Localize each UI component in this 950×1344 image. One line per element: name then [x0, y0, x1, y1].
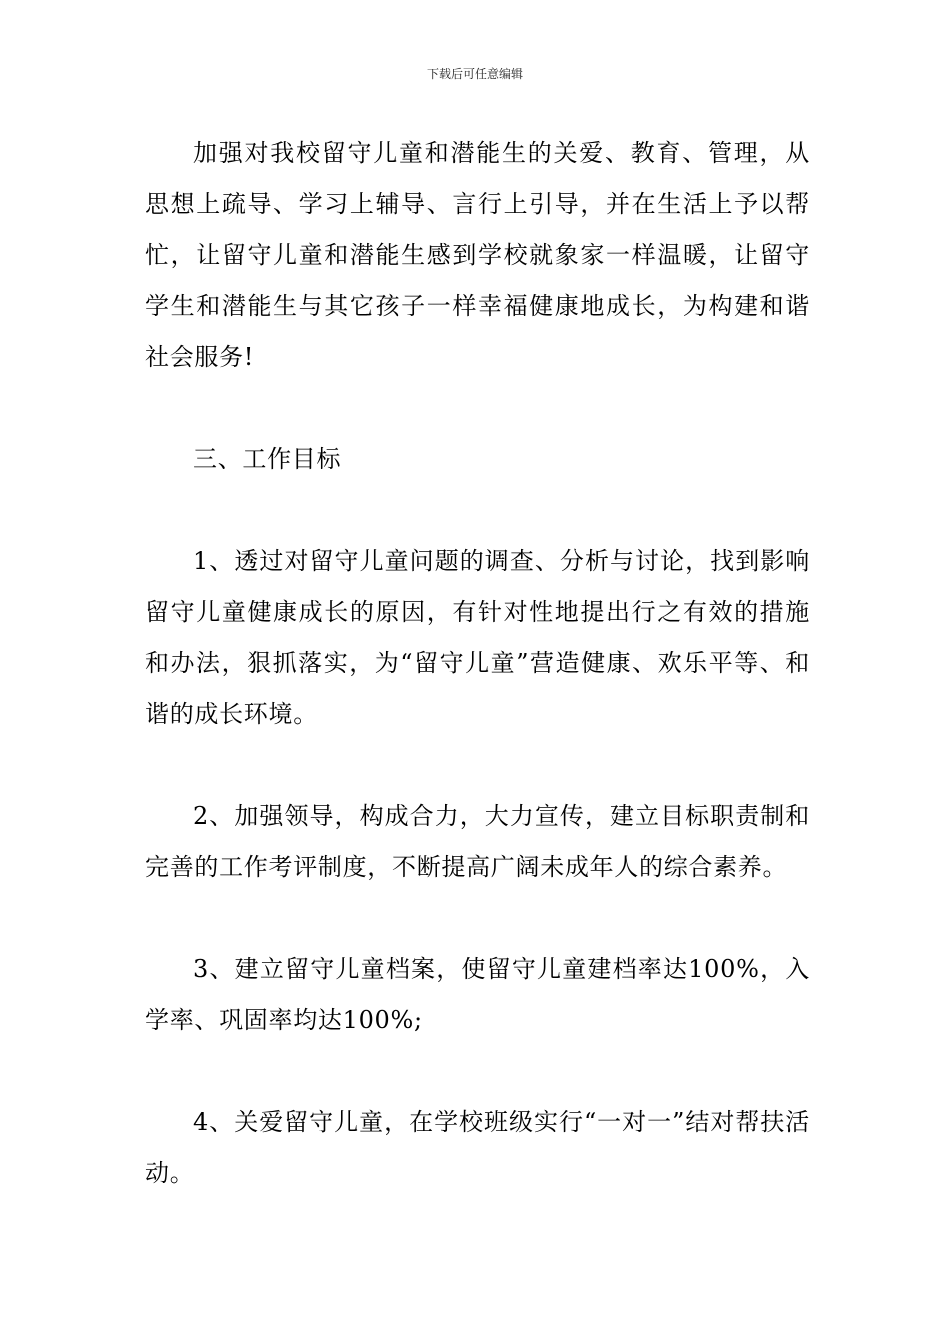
page-header: 下载后可任意编辑 [426, 67, 523, 81]
goal-item-1: 1、透过对留守儿童问题的调查、分析与讨论，找到影响留守儿童健康成长的原因，有针对性地提出行之有效的措施和办法，狠抓落实，为“留守儿童”营造健康、欢乐平等、和谐的成长环境。 [145, 547, 810, 728]
paragraph-gap [145, 1046, 810, 1097]
goal-item-4: 4、关爱留守儿童，在学校班级实行“一对一”结对帮扶活动。 [145, 1108, 810, 1187]
goal-item-2: 2、加强领导，构成合力，大力宣传，建立目标职责制和完善的工作考评制度，不断提高广阔未成年人的综合素养。 [145, 802, 810, 881]
paragraph-intro: 加强对我校留守儿童和潜能生的关爱、教育、管理，从思想上疏导、学习上辅导、言行上引导，并在生活上予以帮忙，让留守儿童和潜能生感到学校就象家一样温暖，让留守学生和潜能生与其它孩子一样幸福健康地成长，为构建和谐社会服务! [145, 139, 810, 371]
paragraph-gap [145, 383, 810, 434]
paragraph-gap [145, 740, 810, 791]
paragraph-gap [145, 485, 810, 536]
document-body [145, 128, 810, 1199]
goal-item-3: 3、建立留守儿童档案，使留守儿童建档率达100%，入学率、巩固率均达100%; [145, 955, 810, 1034]
paragraph-gap [145, 893, 810, 944]
section-heading-work-goals: 三、工作目标 [193, 445, 342, 473]
